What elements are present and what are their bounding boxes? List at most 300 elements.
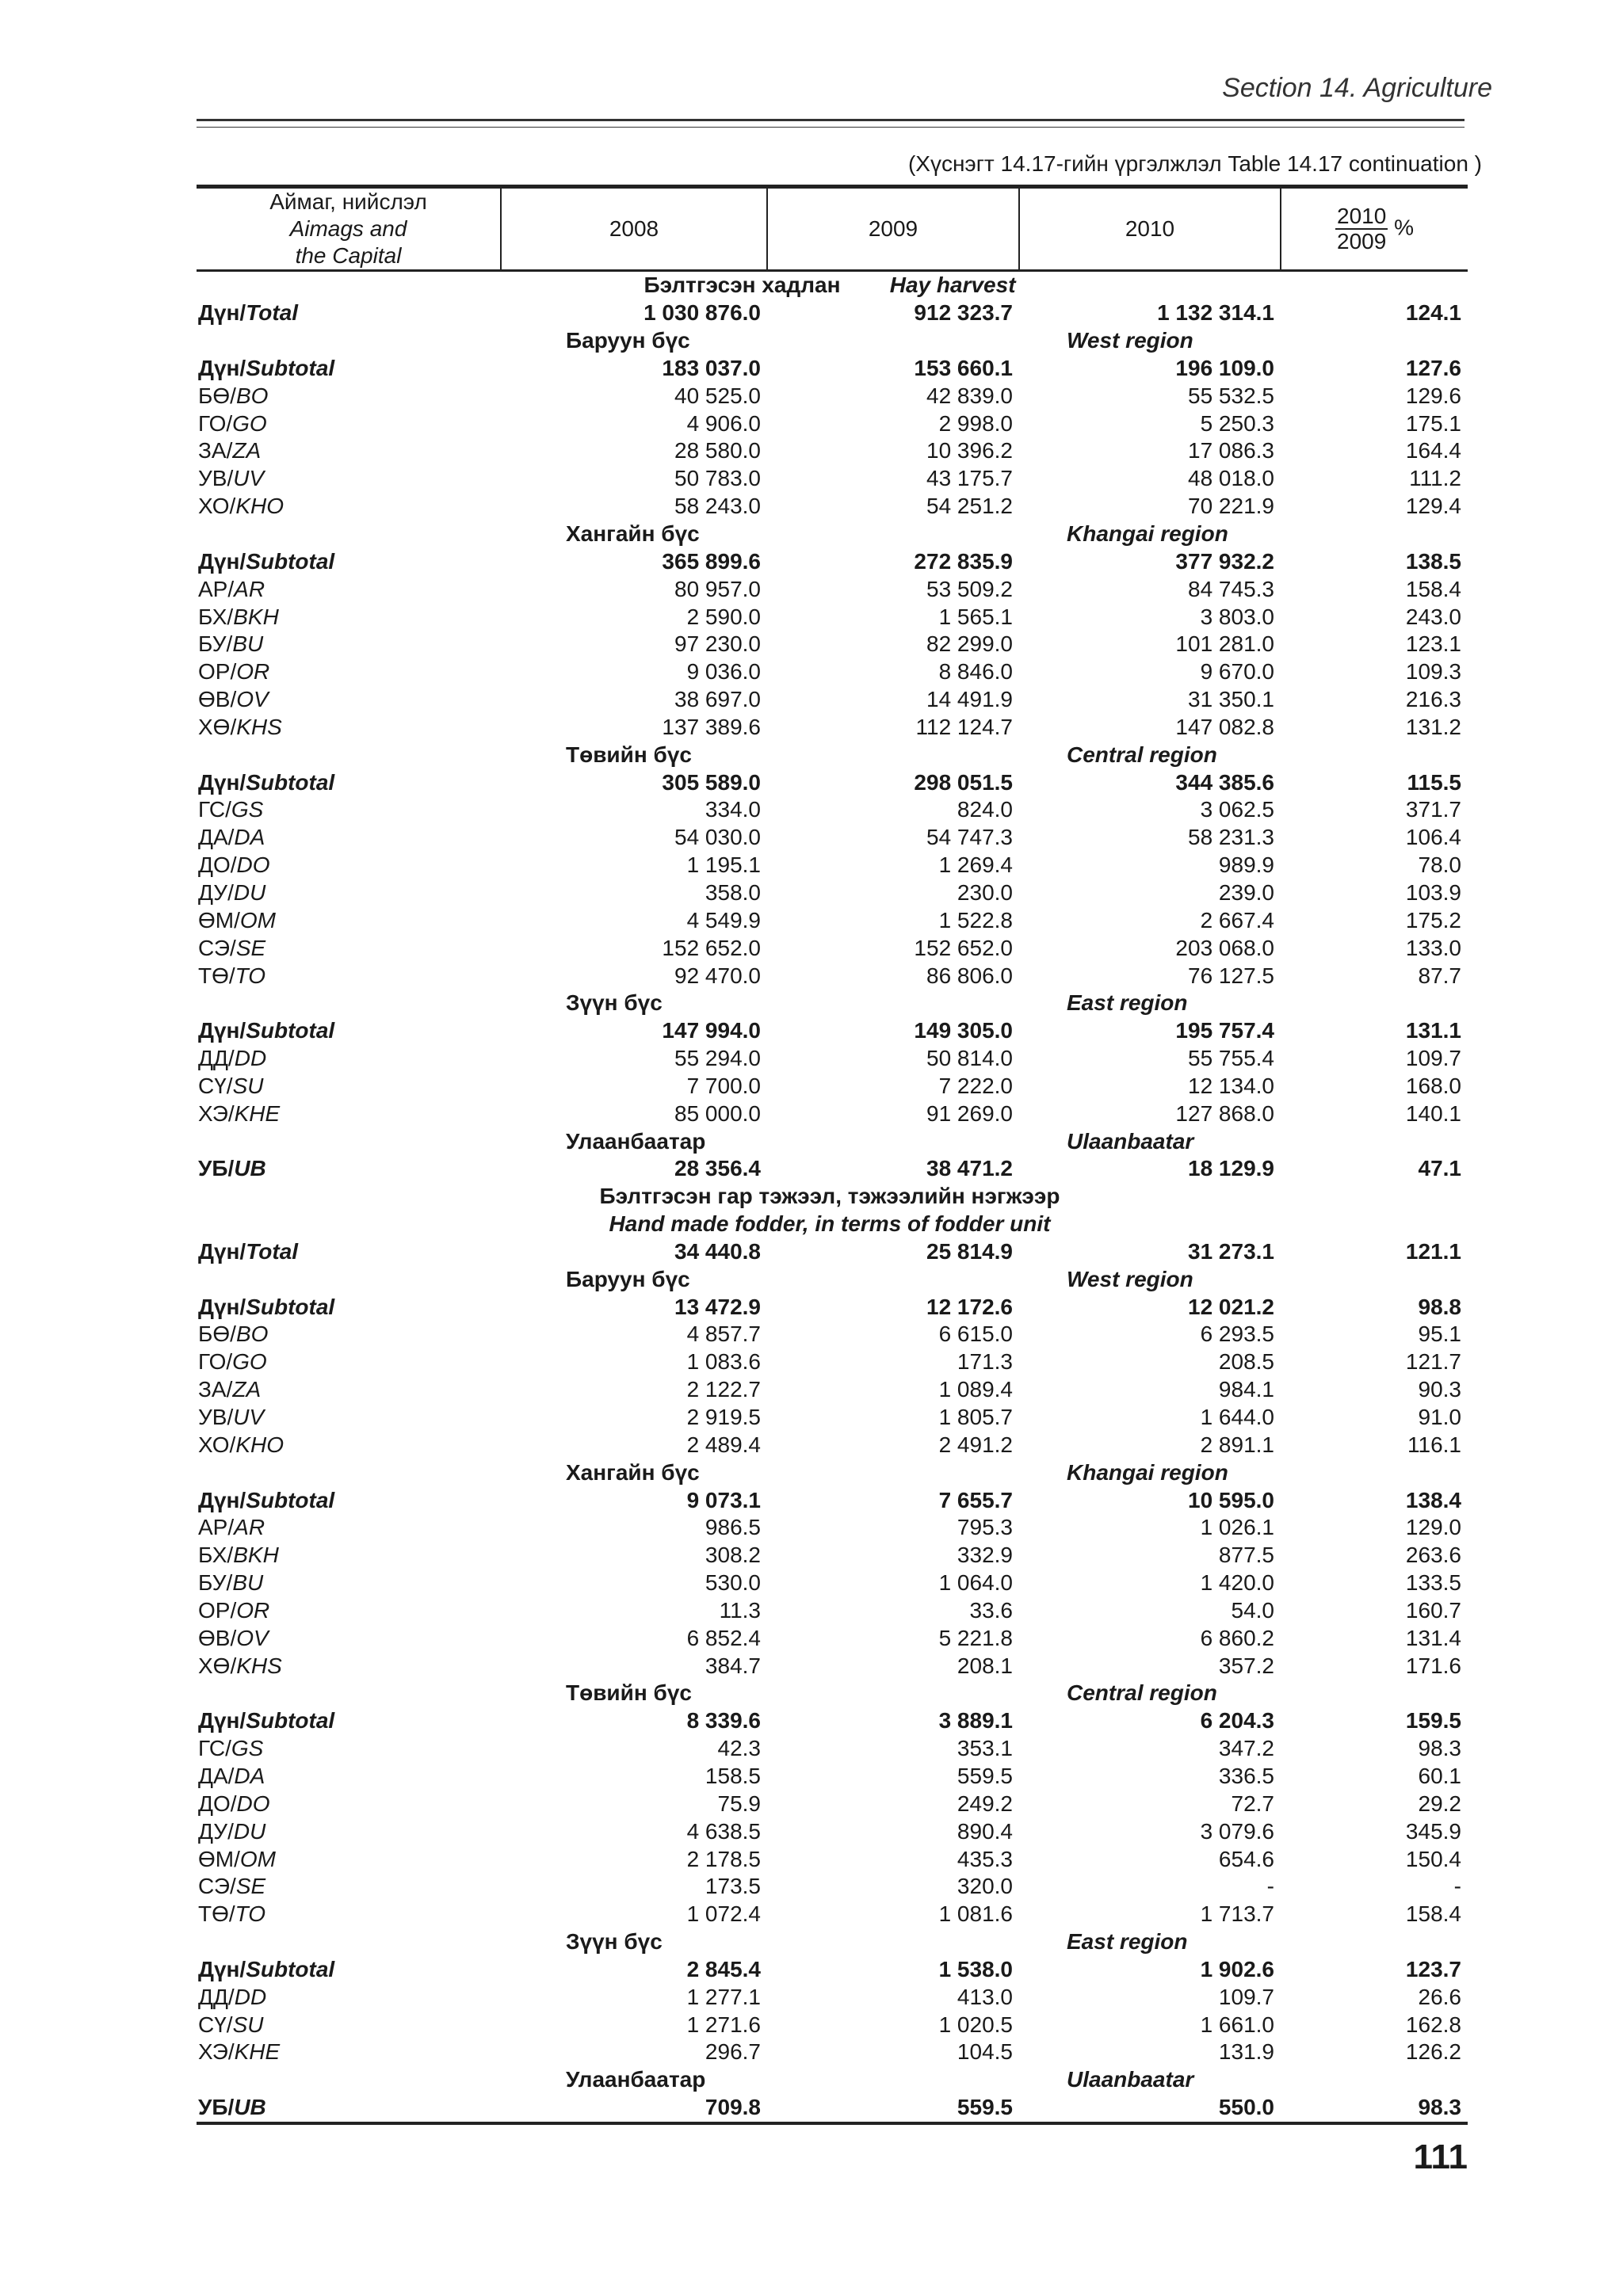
row-label [197, 1845, 501, 1873]
value-2009: 6 615.0 [938, 1322, 1013, 1347]
row-label-en: AR [234, 576, 265, 601]
row-label-mn: СҮ/ [198, 2012, 233, 2037]
table-row [197, 575, 1468, 603]
table-header-row [197, 187, 1468, 271]
value-2010: 109.7 [1218, 1984, 1274, 2009]
table-row [197, 1901, 1468, 1928]
row-label-mn: ОР/ [198, 1597, 237, 1623]
total-row [197, 1155, 1468, 1183]
value-2010: 344 385.6 [1175, 769, 1274, 795]
value-2008: 137 389.6 [662, 714, 761, 739]
row-label [197, 769, 501, 796]
value-2009: 104.5 [957, 2039, 1013, 2065]
row-label-en: TO [235, 1901, 266, 1927]
row-label-en: OR [236, 659, 270, 685]
region-heading-row [197, 1459, 1468, 1486]
table-row [197, 852, 1468, 879]
value-2010: 377 932.2 [1175, 548, 1274, 574]
header-2010: 2010 [1019, 187, 1281, 271]
value-2010: 357.2 [1218, 1653, 1274, 1678]
row-label-en: OV [236, 687, 269, 712]
table-row [197, 796, 1468, 824]
row-label [197, 1100, 501, 1127]
value-ratio: 131.4 [1405, 1625, 1461, 1650]
value-ratio: 138.5 [1405, 548, 1461, 574]
row-label-mn: ЗА/ [198, 1377, 233, 1402]
value-ratio: 116.1 [1407, 1432, 1461, 1457]
row-label-mn: ТӨ/ [198, 963, 235, 988]
table-row [197, 1404, 1468, 1432]
value-2010: 2 891.1 [1200, 1432, 1274, 1457]
row-label-en: DU [233, 879, 266, 905]
value-2008: 13 472.9 [674, 1294, 761, 1319]
value-2009: 230.0 [957, 879, 1013, 905]
value-2009: 353.1 [957, 1736, 1013, 1761]
row-label-en: KHS [236, 1653, 282, 1678]
table-row [197, 1652, 1468, 1680]
region-heading-row [197, 2066, 1468, 2094]
value-2009: 332.9 [957, 1543, 1013, 1568]
value-2010: 1 132 314.1 [1157, 300, 1274, 326]
value-2010: 239.0 [1218, 879, 1274, 905]
row-label [197, 410, 501, 437]
value-ratio: 115.5 [1407, 769, 1461, 795]
value-2009: 1 565.1 [938, 604, 1013, 629]
value-ratio: 121.1 [1405, 1238, 1461, 1264]
value-2010: 70 221.9 [1188, 494, 1274, 519]
value-2010: 58 231.3 [1188, 825, 1274, 850]
value-ratio: 106.4 [1405, 825, 1461, 850]
header-aimag [197, 187, 501, 271]
row-label-mn: ДА/ [198, 825, 235, 850]
value-2008: 1 277.1 [686, 1984, 761, 2009]
value-ratio: 78.0 [1418, 852, 1461, 878]
value-2010: 1 644.0 [1200, 1405, 1274, 1430]
table-row [197, 2011, 1468, 2039]
region-heading-row [197, 1928, 1468, 1956]
value-2008: 152 652.0 [662, 935, 761, 960]
row-label-en: UV [233, 1405, 265, 1430]
row-label [197, 686, 501, 714]
row-label-en: KHE [234, 1100, 281, 1126]
row-label-en: SE [235, 1874, 266, 1899]
value-ratio: 87.7 [1418, 963, 1461, 988]
fodder-table [197, 185, 1468, 2125]
value-2010: 1 420.0 [1200, 1570, 1274, 1596]
value-2009: 1 805.7 [938, 1405, 1013, 1430]
value-2009: 171.3 [957, 1349, 1013, 1375]
table-row [197, 1348, 1468, 1376]
region-name-en: Ulaanbaatar [1067, 2067, 1194, 2092]
value-2008: 11.3 [719, 1597, 761, 1623]
row-label [197, 299, 501, 327]
value-2009: 298 051.5 [914, 769, 1013, 795]
value-ratio: 95.1 [1418, 1322, 1461, 1347]
value-2010: 208.5 [1218, 1349, 1274, 1375]
region-heading-row [197, 521, 1468, 548]
row-label-mn: ДД/ [198, 1984, 235, 2009]
value-2010: - [1266, 1874, 1274, 1899]
row-label [197, 824, 501, 852]
value-2009: 50 814.0 [926, 1046, 1013, 1071]
row-label-en: OR [236, 1597, 270, 1623]
region-heading-row [197, 990, 1468, 1017]
value-2009: 82 299.0 [926, 631, 1013, 657]
section-title: Section 14. Agriculture [1222, 73, 1492, 103]
value-2009: 7 655.7 [938, 1487, 1013, 1512]
row-label [197, 1569, 501, 1597]
value-2010: 3 062.5 [1200, 797, 1274, 822]
section-heading [197, 271, 1468, 299]
ratio-fraction [1335, 204, 1388, 254]
value-2010: 54.0 [1231, 1597, 1274, 1623]
value-2008: 1 195.1 [686, 852, 761, 878]
row-label [197, 575, 501, 603]
value-2008: 305 589.0 [662, 769, 761, 795]
region-name-mn: Зүүн бүс [566, 990, 663, 1016]
value-ratio: 159.5 [1405, 1708, 1461, 1733]
value-2008: 183 037.0 [662, 355, 761, 380]
region-heading-row [197, 741, 1468, 769]
row-label-en: OM [239, 907, 276, 933]
value-2010: 12 134.0 [1188, 1073, 1274, 1098]
section-heading-mn: Бэлтгэсэн гар тэжээл, тэжээлийн нэгжээр [599, 1184, 1060, 1209]
value-2008: 358.0 [705, 879, 761, 905]
region-name-en: West region [1067, 1266, 1193, 1291]
value-2009: 149 305.0 [914, 1018, 1013, 1043]
region-name-en: Central region [1067, 1680, 1217, 1706]
row-label [197, 2011, 501, 2039]
table-row [197, 1542, 1468, 1569]
row-label-mn: УБ/ [198, 1156, 235, 1181]
row-label-mn: ГС/ [198, 1736, 231, 1761]
value-2010: 3 079.6 [1200, 1818, 1274, 1844]
section-heading-mn: Бэлтгэсэн хадлан [643, 273, 841, 298]
value-ratio: 140.1 [1405, 1100, 1461, 1126]
value-2010: 6 860.2 [1200, 1625, 1274, 1650]
row-label-en: Total [246, 1238, 299, 1264]
value-2010: 195 757.4 [1175, 1018, 1274, 1043]
row-label [197, 465, 501, 493]
value-2010: 31 273.1 [1188, 1238, 1274, 1264]
value-2009: 1 269.4 [938, 852, 1013, 878]
value-ratio: 216.3 [1405, 687, 1461, 712]
value-2008: 4 857.7 [686, 1322, 761, 1347]
row-label-en: ZA [232, 1377, 262, 1402]
row-label-mn: ӨВ/ [198, 1625, 237, 1650]
row-label [197, 603, 501, 631]
value-ratio: 29.2 [1418, 1791, 1461, 1816]
value-2010: 550.0 [1019, 2094, 1281, 2123]
value-2009: 208.1 [957, 1653, 1013, 1678]
value-2008: 530.0 [705, 1570, 761, 1596]
value-2008: 8 339.6 [686, 1708, 761, 1733]
value-2009: 1 089.4 [938, 1377, 1013, 1402]
value-2010: 55 755.4 [1188, 1046, 1274, 1071]
table-row [197, 686, 1468, 714]
row-label-en: KHS [236, 714, 282, 739]
value-2008: 97 230.0 [674, 631, 761, 657]
row-label-mn: Дүн/ [198, 1238, 246, 1264]
region-name-en: East region [1067, 1929, 1188, 1955]
value-ratio: 133.0 [1405, 935, 1461, 960]
row-label [197, 1597, 501, 1625]
row-label-en: KHO [235, 1432, 284, 1457]
row-label [197, 852, 501, 879]
row-label-mn: Дүн/ [198, 1018, 246, 1043]
value-2010: 127 868.0 [1175, 1100, 1274, 1126]
row-label-en: Subtotal [246, 769, 335, 795]
table-row [197, 1763, 1468, 1791]
section-heading-en: Hay harvest [889, 273, 1016, 298]
table-row [197, 1045, 1468, 1073]
row-label [197, 1624, 501, 1652]
row-label [197, 547, 501, 575]
row-label [197, 1431, 501, 1459]
value-2010: 31 350.1 [1188, 687, 1274, 712]
row-label-en: Subtotal [246, 1294, 335, 1319]
value-2009: 320.0 [957, 1874, 1013, 1899]
row-label-mn: Дүн/ [198, 355, 246, 380]
row-label [197, 355, 501, 383]
value-2009: 12 172.6 [926, 1294, 1013, 1319]
row-label-en: DD [234, 1984, 267, 2009]
value-ratio: 138.4 [1405, 1487, 1461, 1512]
value-ratio: 175.2 [1405, 907, 1461, 933]
row-label-mn: Дүн/ [198, 1487, 246, 1512]
row-label-mn: УБ/ [198, 2095, 235, 2120]
value-2009: 152 652.0 [914, 935, 1013, 960]
table-row [197, 658, 1468, 686]
value-2008: 2 590.0 [686, 604, 761, 629]
region-name-mn: Улаанбаатар [566, 1128, 706, 1154]
value-2009: 249.2 [957, 1791, 1013, 1816]
region-heading-row [197, 327, 1468, 355]
table-row [197, 1790, 1468, 1817]
region-name-mn: Хангайн бүс [566, 1459, 700, 1485]
value-2010: 9 670.0 [1200, 659, 1274, 685]
table-row [197, 1983, 1468, 2011]
value-2009: 14 491.9 [926, 687, 1013, 712]
table-row [197, 906, 1468, 934]
value-2008: 28 580.0 [674, 438, 761, 463]
row-label-mn: ГО/ [198, 410, 233, 436]
header-rule-bottom [197, 127, 1465, 128]
row-label-mn: ХО/ [198, 494, 236, 519]
value-2009: 5 221.8 [938, 1625, 1013, 1650]
value-2008: 1 072.4 [686, 1901, 761, 1927]
row-label-mn: ХЭ/ [198, 1100, 235, 1126]
section-heading-en: Hand made fodder, in terms of fodder unit [609, 1211, 1051, 1237]
table-row [197, 493, 1468, 521]
value-2008: 2 845.4 [686, 1956, 761, 1981]
row-label-en: BO [235, 383, 269, 408]
value-ratio: 263.6 [1405, 1543, 1461, 1568]
row-label-en: OV [236, 1625, 269, 1650]
row-label-mn: ЗА/ [198, 438, 233, 463]
row-label [197, 1293, 501, 1321]
row-label-mn: Дүн/ [198, 548, 246, 574]
value-ratio: 111.2 [1409, 466, 1461, 491]
value-ratio: 164.4 [1405, 438, 1461, 463]
value-2010: 1 661.0 [1200, 2012, 1274, 2037]
value-2008: 384.7 [705, 1653, 761, 1678]
row-label [197, 1045, 501, 1073]
row-label-mn: ДА/ [198, 1763, 235, 1788]
value-2008: 173.5 [705, 1874, 761, 1899]
value-ratio: 345.9 [1405, 1818, 1461, 1844]
value-2009: 2 491.2 [938, 1432, 1013, 1457]
row-label [197, 1763, 501, 1791]
region-name-mn: Баруун бүс [566, 1266, 690, 1291]
value-2008: 28 356.4 [674, 1156, 761, 1181]
row-label-mn: БӨ/ [198, 383, 236, 408]
value-2010: 55 532.5 [1188, 383, 1274, 408]
value-ratio: 103.9 [1405, 879, 1461, 905]
value-2008: 92 470.0 [674, 963, 761, 988]
value-2008: 42.3 [717, 1736, 761, 1761]
value-ratio: 133.5 [1405, 1570, 1461, 1596]
value-2008: 38 697.0 [674, 687, 761, 712]
row-label-mn: СЭ/ [198, 1874, 236, 1899]
table-row [197, 714, 1468, 742]
value-2009: 91 269.0 [926, 1100, 1013, 1126]
value-2009: 43 175.7 [926, 466, 1013, 491]
region-name-en: Central region [1067, 742, 1217, 767]
value-2008: 1 271.6 [686, 2012, 761, 2037]
value-2010: 18 129.9 [1188, 1156, 1274, 1181]
table-row [197, 631, 1468, 658]
value-2010: 2 667.4 [1200, 907, 1274, 933]
value-ratio: 123.7 [1405, 1956, 1461, 1981]
ratio-unit: % [1394, 215, 1414, 240]
row-label [197, 1017, 501, 1045]
row-label [197, 437, 501, 465]
table-row [197, 824, 1468, 852]
row-label [197, 879, 501, 907]
value-ratio: - [1453, 1874, 1461, 1899]
table-row [197, 1735, 1468, 1763]
value-2009: 3 889.1 [938, 1708, 1013, 1733]
value-2010: 10 595.0 [1188, 1487, 1274, 1512]
value-2009: 42 839.0 [926, 383, 1013, 408]
section-heading [197, 1183, 1468, 1211]
value-2010: 76 127.5 [1188, 963, 1274, 988]
row-label-en: SU [232, 1073, 264, 1098]
row-label-mn: БУ/ [198, 631, 233, 657]
value-2009: 86 806.0 [926, 963, 1013, 988]
value-2009: 53 509.2 [926, 576, 1013, 601]
region-name-mn: Баруун бүс [566, 328, 690, 353]
row-label-en: ZA [232, 438, 262, 463]
value-ratio: 126.2 [1405, 2039, 1461, 2065]
value-2010: 196 109.0 [1175, 355, 1274, 380]
row-label-mn: ТӨ/ [198, 1901, 235, 1927]
value-2009: 54 251.2 [926, 494, 1013, 519]
row-label-mn: УВ/ [198, 1405, 234, 1430]
table-row [197, 1624, 1468, 1652]
table-row [197, 1817, 1468, 1845]
value-2010: 12 021.2 [1188, 1294, 1274, 1319]
value-ratio: 26.6 [1418, 1984, 1461, 2009]
value-2008: 2 919.5 [686, 1405, 761, 1430]
value-ratio: 90.3 [1418, 1377, 1461, 1402]
subtotal-row [197, 769, 1468, 796]
region-name-mn: Хангайн бүс [566, 521, 700, 547]
value-2008: 158.5 [705, 1763, 761, 1788]
row-label-en: DD [234, 1046, 267, 1071]
row-label-en: Subtotal [246, 1708, 335, 1733]
value-2009: 112 124.7 [915, 714, 1013, 739]
region-name-en: West region [1067, 328, 1193, 353]
row-label-en: Subtotal [246, 1487, 335, 1512]
row-label [197, 1790, 501, 1817]
section-heading-row [197, 271, 1468, 299]
row-label-en: BKH [233, 1543, 279, 1568]
value-2008: 4 638.5 [686, 1818, 761, 1844]
value-2008: 986.5 [705, 1515, 761, 1540]
table-row [197, 934, 1468, 962]
value-2010: 3 803.0 [1200, 604, 1274, 629]
ratio-top: 2010 [1337, 204, 1387, 228]
value-2008: 85 000.0 [674, 1100, 761, 1126]
value-2009: 1 020.5 [938, 2012, 1013, 2037]
value-2008: 7 700.0 [686, 1073, 761, 1098]
row-label [197, 1404, 501, 1432]
value-2009: 1 064.0 [938, 1570, 1013, 1596]
section-heading [197, 1211, 1468, 1238]
value-ratio: 150.4 [1405, 1846, 1461, 1871]
row-label [197, 1652, 501, 1680]
value-2008: 2 178.5 [686, 1846, 761, 1871]
value-ratio: 131.1 [1405, 1018, 1461, 1043]
page-number: 111 [1413, 2138, 1468, 2176]
row-label [197, 1542, 501, 1569]
value-2009: 912 323.7 [914, 300, 1013, 326]
value-2009: 38 471.2 [926, 1156, 1013, 1181]
value-ratio: 158.4 [1405, 576, 1461, 601]
row-label-en: SE [235, 935, 266, 960]
row-label [197, 493, 501, 521]
value-2010: 48 018.0 [1188, 466, 1274, 491]
value-ratio: 109.3 [1405, 659, 1461, 685]
row-label [197, 1155, 501, 1183]
row-label-en: GS [231, 1736, 264, 1761]
value-ratio: 171.6 [1405, 1653, 1461, 1678]
region-heading-row [197, 1265, 1468, 1293]
subtotal-row [197, 1707, 1468, 1735]
region-heading-row [197, 1127, 1468, 1155]
value-2008: 147 994.0 [662, 1018, 761, 1043]
ratio-bottom: 2009 [1337, 229, 1387, 254]
subtotal-row [197, 1486, 1468, 1514]
row-label-en: Subtotal [246, 548, 335, 574]
header-aimag-en2: the Capital [295, 243, 402, 268]
row-label-mn: АР/ [198, 576, 235, 601]
row-label-en: DO [236, 1791, 270, 1816]
subtotal-row [197, 1017, 1468, 1045]
section-heading-row [197, 1183, 1468, 1211]
value-2008: 2 489.4 [686, 1432, 761, 1457]
value-ratio: 168.0 [1405, 1073, 1461, 1098]
value-ratio: 129.0 [1405, 1515, 1461, 1540]
value-2008: 55 294.0 [674, 1046, 761, 1071]
table-row [197, 1431, 1468, 1459]
row-label-en: Subtotal [246, 355, 335, 380]
row-label [197, 906, 501, 934]
row-label-en: UV [233, 466, 265, 491]
value-2010: 1 902.6 [1200, 1956, 1274, 1981]
